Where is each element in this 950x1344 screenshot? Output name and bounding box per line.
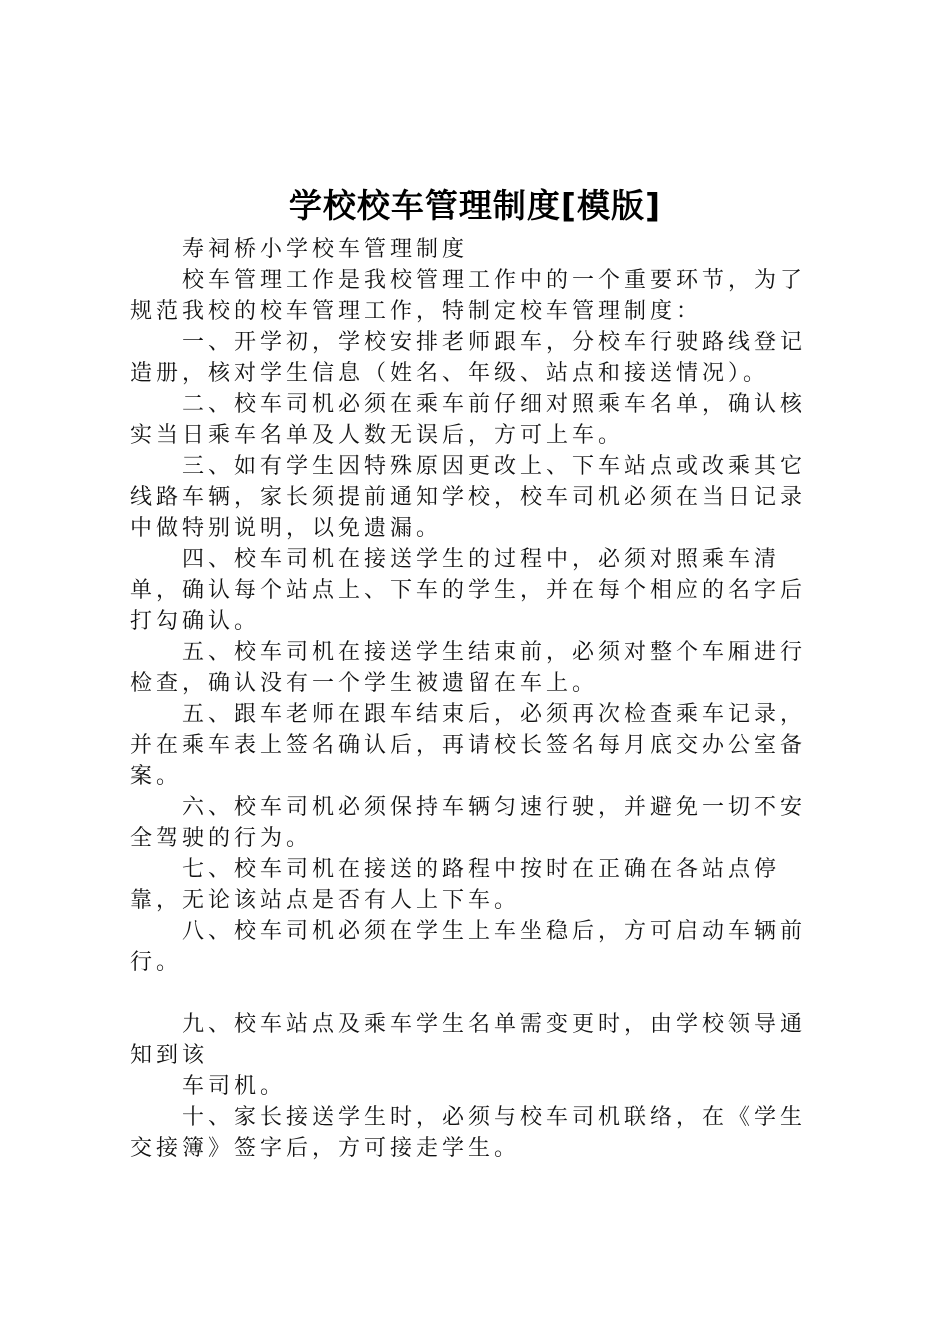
paragraph-intro: 校车管理工作是我校管理工作中的一个重要环节，为了规范我校的校车管理工作，特制定校车管理制度： <box>130 268 807 324</box>
paragraph-rule-8: 八、校车司机必须在学生上车坐稳后，方可启动车辆前行。 <box>130 919 807 975</box>
paragraph-rule-9-continued: 车司机。 <box>182 1074 287 1099</box>
paragraph-rule-5a: 五、校车司机在接送学生结束前，必须对整个车厢进行检查，确认没有一个学生被遗留在车上。 <box>130 640 807 696</box>
paragraph-rule-6: 六、校车司机必须保持车辆匀速行驶，并避免一切不安全驾驶的行为。 <box>130 795 807 851</box>
paragraph-rule-7: 七、校车司机在接送的路程中按时在正确在各站点停靠，无论该站点是否有人上下车。 <box>130 857 781 913</box>
document-body <box>130 234 830 1164</box>
paragraph-rule-5b: 五、跟车老师在跟车结束后，必须再次检查乘车记录，并在乘车表上签名确认后，再请校长签名每月底交办公室备案。 <box>130 702 807 789</box>
paragraph-rule-1: 一、开学初，学校安排老师跟车，分校车行驶路线登记造册，核对学生信息（姓名、年级、站点和接送情况）。 <box>130 330 807 386</box>
document-title: 学校校车管理制度[模版] <box>288 186 662 225</box>
paragraph-rule-10: 十、家长接送学生时，必须与校车司机联络，在《学生交接簿》签字后，方可接走学生。 <box>130 1105 807 1161</box>
blank-line <box>130 978 830 1009</box>
document-subtitle: 寿祠桥小学校车管理制度 <box>182 237 469 262</box>
paragraph-rule-3: 三、如有学生因特殊原因更改上、下车站点或改乘其它线路车辆，家长须提前通知学校，校车司机必须在当日记录中做特别说明，以免遗漏。 <box>130 454 807 541</box>
paragraph-rule-4: 四、校车司机在接送学生的过程中，必须对照乘车清单，确认每个站点上、下车的学生，并在每个相应的名字后打勾确认。 <box>130 547 807 634</box>
paragraph-rule-9: 九、校车站点及乘车学生名单需变更时，由学校领导通知到该 <box>130 1012 807 1068</box>
paragraph-rule-2: 二、校车司机必须在乘车前仔细对照乘车名单，确认核实当日乘车名单及人数无误后，方可上车。 <box>130 392 807 448</box>
